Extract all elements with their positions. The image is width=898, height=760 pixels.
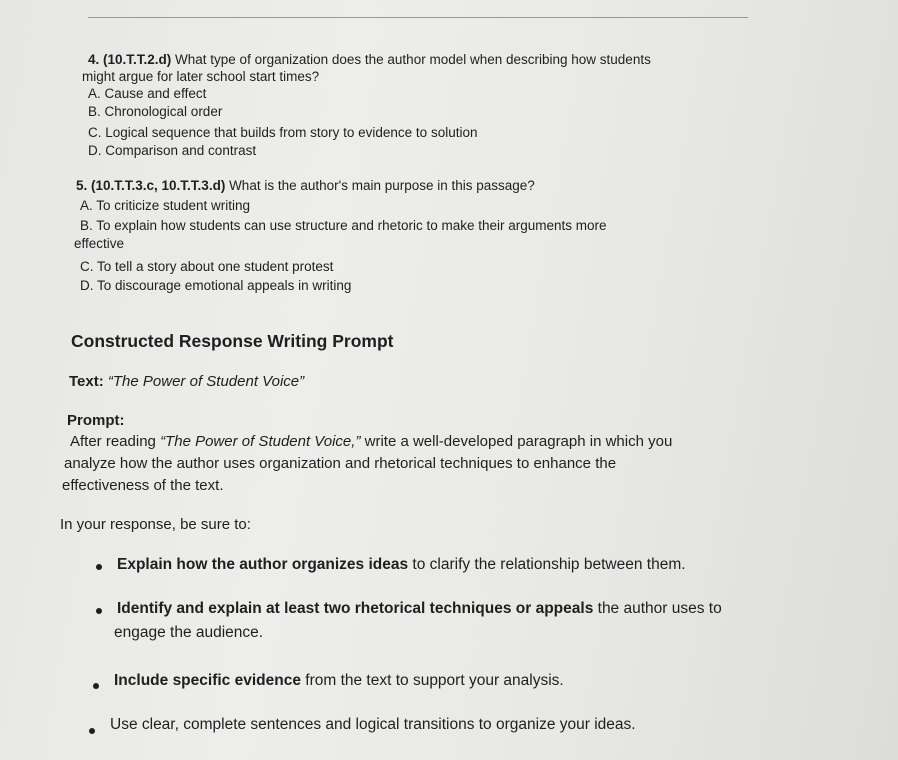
- q4-option-b: B. Chronological order: [88, 104, 223, 119]
- text-line: [69, 373, 304, 390]
- bullet-1-bold: Explain how the author organizes ideas: [117, 556, 409, 573]
- q4-id: 4. (10.T.T.2.d): [88, 52, 172, 67]
- bullet-2-rest: the author uses to: [593, 600, 722, 617]
- prompt-line2: analyze how the author uses organization and rhetorical techniques to enhance the: [64, 455, 617, 472]
- bullet-dot: [89, 728, 95, 734]
- bullet-3-bold: Include specific evidence: [114, 672, 301, 689]
- q5-option-b-line1: B. To explain how students can use structure and rhetoric to make their arguments more: [80, 218, 607, 233]
- bullet-1: [117, 556, 686, 574]
- q5-option-c: C. To tell a story about one student protest: [80, 259, 334, 274]
- bullet-dot: [96, 564, 102, 570]
- top-divider: [88, 17, 748, 18]
- q4-stem-text: What type of organization does the author model when describing how students: [171, 52, 651, 67]
- q4-option-d: D. Comparison and contrast: [88, 143, 257, 158]
- prompt-line1-end: write a well-developed paragraph in which you: [360, 433, 673, 450]
- q4-stem-line2: might argue for later school start times?: [82, 69, 320, 84]
- q5-option-d: D. To discourage emotional appeals in writing: [80, 278, 352, 293]
- bullet-3: [114, 672, 564, 690]
- bullet-dot: [96, 608, 102, 614]
- prompt-line1: [70, 433, 672, 450]
- q5-id: 5. (10.T.T.3.c, 10.T.T.3.d): [76, 178, 226, 193]
- prompt-line1-title: “The Power of Student Voice,”: [160, 433, 361, 450]
- bullet-2-line2: engage the audience.: [114, 624, 264, 641]
- prompt-line3: effectiveness of the text.: [62, 477, 224, 494]
- section-heading: Constructed Response Writing Prompt: [71, 331, 394, 351]
- prompt-line1-start: After reading: [70, 433, 161, 450]
- bullet-2-bold: Identify and explain at least two rhetorical techniques or appeals: [117, 600, 594, 617]
- bullet-2: [117, 600, 722, 618]
- bullet-4: [110, 716, 636, 734]
- q4-option-c: C. Logical sequence that builds from story to evidence to solution: [88, 125, 478, 140]
- bullet-4-rest: Use clear, complete sentences and logical transitions to organize your ideas.: [110, 716, 636, 733]
- q4-option-a: A. Cause and effect: [88, 86, 207, 101]
- q5-stem: [76, 178, 535, 193]
- bullet-1-rest: to clarify the relationship between them.: [408, 556, 686, 573]
- q5-stem-text: What is the author's main purpose in this passage?: [225, 178, 535, 193]
- bullet-dot: [93, 683, 99, 689]
- text-label: Text:: [69, 373, 104, 390]
- q4-stem-line1: [88, 52, 651, 67]
- text-title: “The Power of Student Voice”: [103, 373, 305, 390]
- prompt-label: Prompt:: [67, 412, 125, 429]
- q5-option-b-line2: effective: [74, 236, 125, 251]
- bullet-3-rest: from the text to support your analysis.: [300, 672, 564, 689]
- instructions-intro: In your response, be sure to:: [60, 516, 251, 533]
- q5-option-a: A. To criticize student writing: [80, 198, 251, 213]
